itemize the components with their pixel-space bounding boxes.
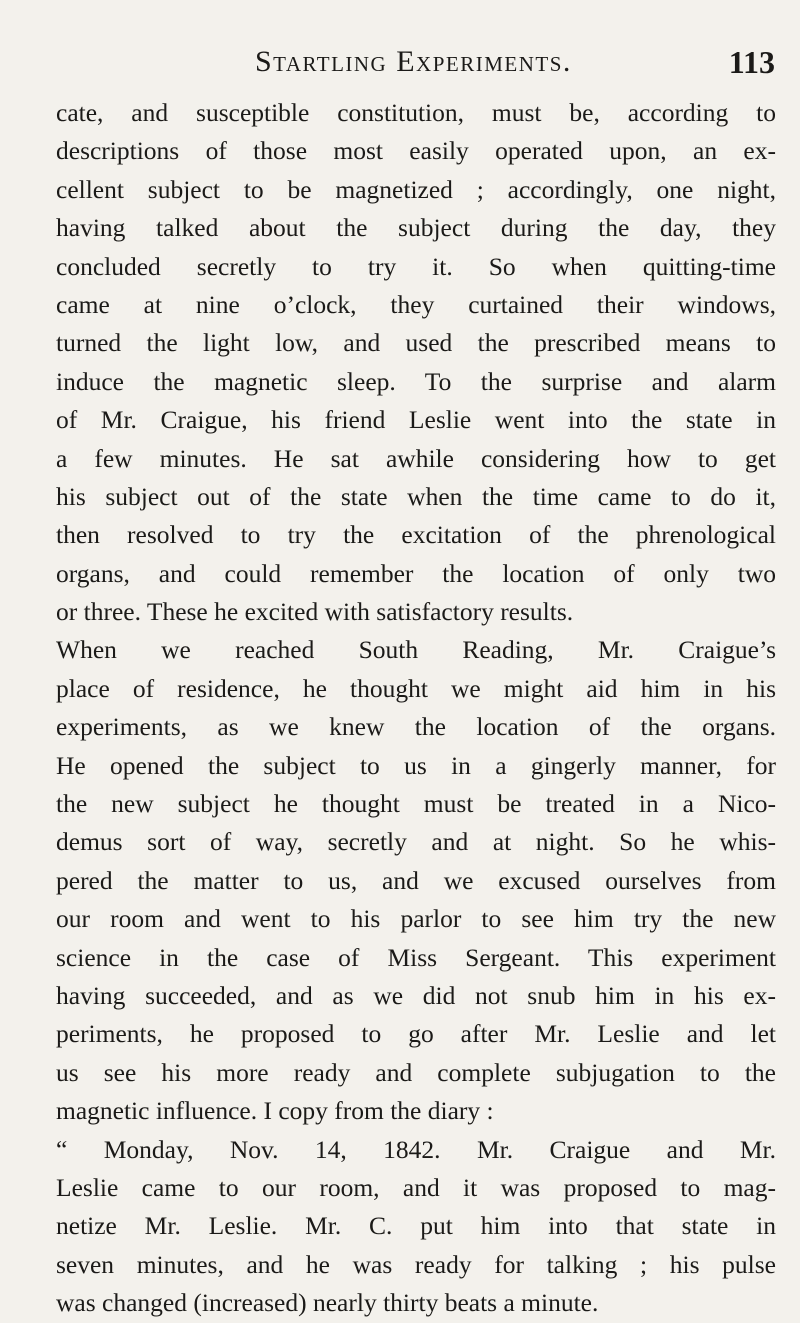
text-line: organs, and could remember the location of only two (56, 558, 776, 588)
text-line: descriptions of those most easily operated upon, an ex- (56, 136, 776, 166)
text-line: science in the case of Miss Sergeant. This experiment (56, 942, 776, 972)
text-line: of Mr. Craigue, his friend Leslie went into the state in (56, 405, 776, 435)
text-line: demus sort of way, secretly and at night. So he whis- (56, 827, 776, 857)
text-line: He opened the subject to us in a gingerly manner, for (56, 750, 776, 780)
text-line: Leslie came to our room, and it was proposed to mag- (56, 1172, 776, 1202)
text-line: having talked about the subject during the day, they (56, 213, 776, 243)
text-line: cellent subject to be magnetized ; accordingly, one night, (56, 174, 776, 204)
text-line: us see his more ready and complete subjugation to the (56, 1057, 776, 1087)
text-line: turned the light low, and used the prescribed means to (56, 328, 776, 358)
text-line: or three. These he excited with satisfactory results. (56, 597, 574, 627)
text-line: pered the matter to us, and we excused ourselves from (56, 865, 776, 895)
page-number: 113 (728, 44, 775, 80)
text-line: having succeeded, and as we did not snub him in his ex- (56, 980, 776, 1010)
text-line: induce the magnetic sleep. To the surprise and alarm (56, 366, 776, 396)
text-line: was changed (increased) nearly thirty beats a minute. (56, 1288, 599, 1318)
text-line: experiments, as we knew the location of the organs. (56, 712, 776, 742)
running-head (60, 38, 775, 86)
body-text (56, 94, 776, 1323)
text-line: magnetic influence. I copy from the diary : (56, 1096, 494, 1126)
text-line: concluded secretly to try it. So when quitting-time (56, 251, 776, 281)
text-line: “ Monday, Nov. 14, 1842. Mr. Craigue and Mr. (56, 1134, 776, 1164)
text-line: then resolved to try the excitation of the phrenological (56, 520, 776, 550)
text-line: our room and went to his parlor to see him try the new (56, 904, 776, 934)
text-line: periments, he proposed to go after Mr. Leslie and let (56, 1019, 776, 1049)
text-line: seven minutes, and he was ready for talking ; his pulse (56, 1249, 776, 1279)
text-line: netize Mr. Leslie. Mr. C. put him into that state in (56, 1211, 776, 1241)
text-line: came at nine o’clock, they curtained their windows, (56, 289, 776, 319)
text-line: When we reached South Reading, Mr. Craigue’s (56, 635, 776, 665)
text-line: a few minutes. He sat awhile considering how to get (56, 443, 776, 473)
text-line: cate, and susceptible constitution, must be, according to (56, 98, 776, 127)
text-line: his subject out of the state when the time came to do it, (56, 481, 776, 511)
running-title: Startling Experiments. (255, 45, 572, 78)
text-line: the new subject he thought must be treated in a Nico- (56, 789, 776, 819)
text-line: place of residence, he thought we might aid him in his (56, 673, 776, 703)
